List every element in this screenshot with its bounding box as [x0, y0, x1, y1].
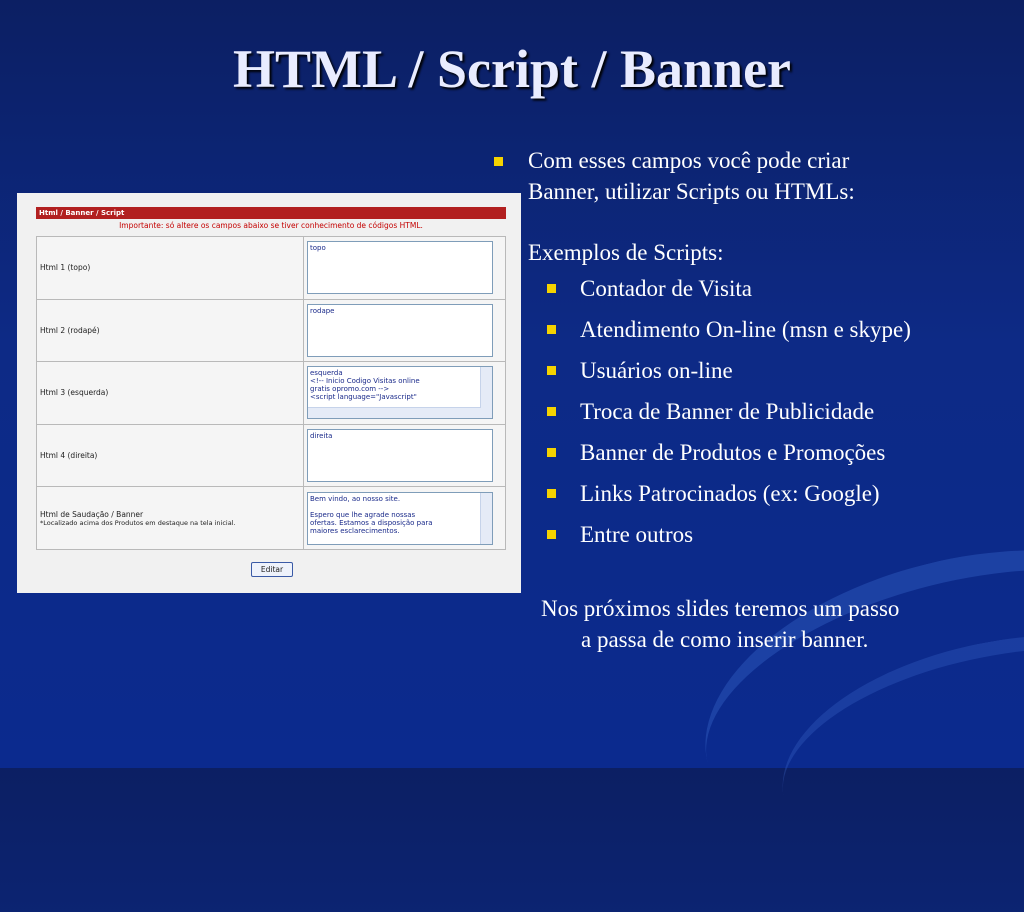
- row-label: Html 4 (direita): [37, 424, 304, 487]
- square-bullet-icon: [547, 366, 556, 375]
- closing-text: Nos próximos slides teremos um passo a passa de como inserir banner.: [541, 596, 900, 652]
- table-row: [37, 237, 506, 300]
- table-row: [37, 362, 506, 425]
- table-row: [37, 487, 506, 550]
- list-item: Usuários on-line: [494, 354, 1004, 395]
- horizontal-scrollbar[interactable]: [308, 407, 481, 418]
- intro-bullet: Com esses campos você pode criar Banner, utilizar Scripts ou HTMLs:: [494, 145, 1004, 207]
- form-header: Html / Banner / Script: [36, 207, 506, 219]
- list-item: Entre outros: [494, 518, 1004, 559]
- square-bullet-icon: [547, 407, 556, 416]
- examples-heading: Exemplos de Scripts:: [528, 240, 724, 265]
- row-label: Html 2 (rodapé): [37, 299, 304, 362]
- table-row: [37, 299, 506, 362]
- list-item: Atendimento On-line (msn e skype): [494, 313, 1004, 354]
- html-4-textarea[interactable]: direita: [307, 429, 493, 482]
- examples-list: [494, 272, 1004, 559]
- row-label: Html 3 (esquerda): [37, 362, 304, 425]
- list-item: Links Patrocinados (ex: Google): [494, 477, 1004, 518]
- table-row: [37, 424, 506, 487]
- square-bullet-icon: [547, 448, 556, 457]
- slide-title: HTML / Script / Banner: [232, 39, 792, 99]
- row-label: Html 1 (topo): [37, 237, 304, 300]
- square-bullet-icon: [547, 530, 556, 539]
- form-warning: Importante: só altere os campos abaixo se tiver conhecimento de códigos HTML.: [119, 221, 423, 230]
- edit-button[interactable]: Editar: [251, 562, 293, 577]
- list-item: Contador de Visita: [494, 272, 1004, 313]
- html-3-textarea[interactable]: esquerda <!-- Inicio Codigo Visitas online gratis opromo.com --> <script language="Javascript": [307, 366, 493, 419]
- vertical-scrollbar[interactable]: [480, 367, 492, 418]
- row-label: Html de Saudação / Banner: [40, 509, 144, 519]
- square-bullet-icon: [494, 157, 503, 166]
- square-bullet-icon: [547, 284, 556, 293]
- slide-body: [494, 145, 1004, 655]
- list-item: Troca de Banner de Publicidade: [494, 395, 1004, 436]
- html-2-textarea[interactable]: rodape: [307, 304, 493, 357]
- square-bullet-icon: [547, 325, 556, 334]
- list-item: Banner de Produtos e Promoções: [494, 436, 1004, 477]
- greeting-banner-textarea[interactable]: Bem vindo, ao nosso site. Espero que lhe agrade nossas ofertas. Estamos a disposição para maiores esclarecimentos.: [307, 492, 493, 545]
- row-note: *Localizado acima dos Produtos em destaque na tela inicial.: [40, 518, 236, 527]
- html-1-textarea[interactable]: topo: [307, 241, 493, 294]
- admin-form-screenshot: [17, 193, 521, 593]
- form-table: [36, 236, 506, 550]
- vertical-scrollbar[interactable]: [480, 493, 492, 544]
- square-bullet-icon: [547, 489, 556, 498]
